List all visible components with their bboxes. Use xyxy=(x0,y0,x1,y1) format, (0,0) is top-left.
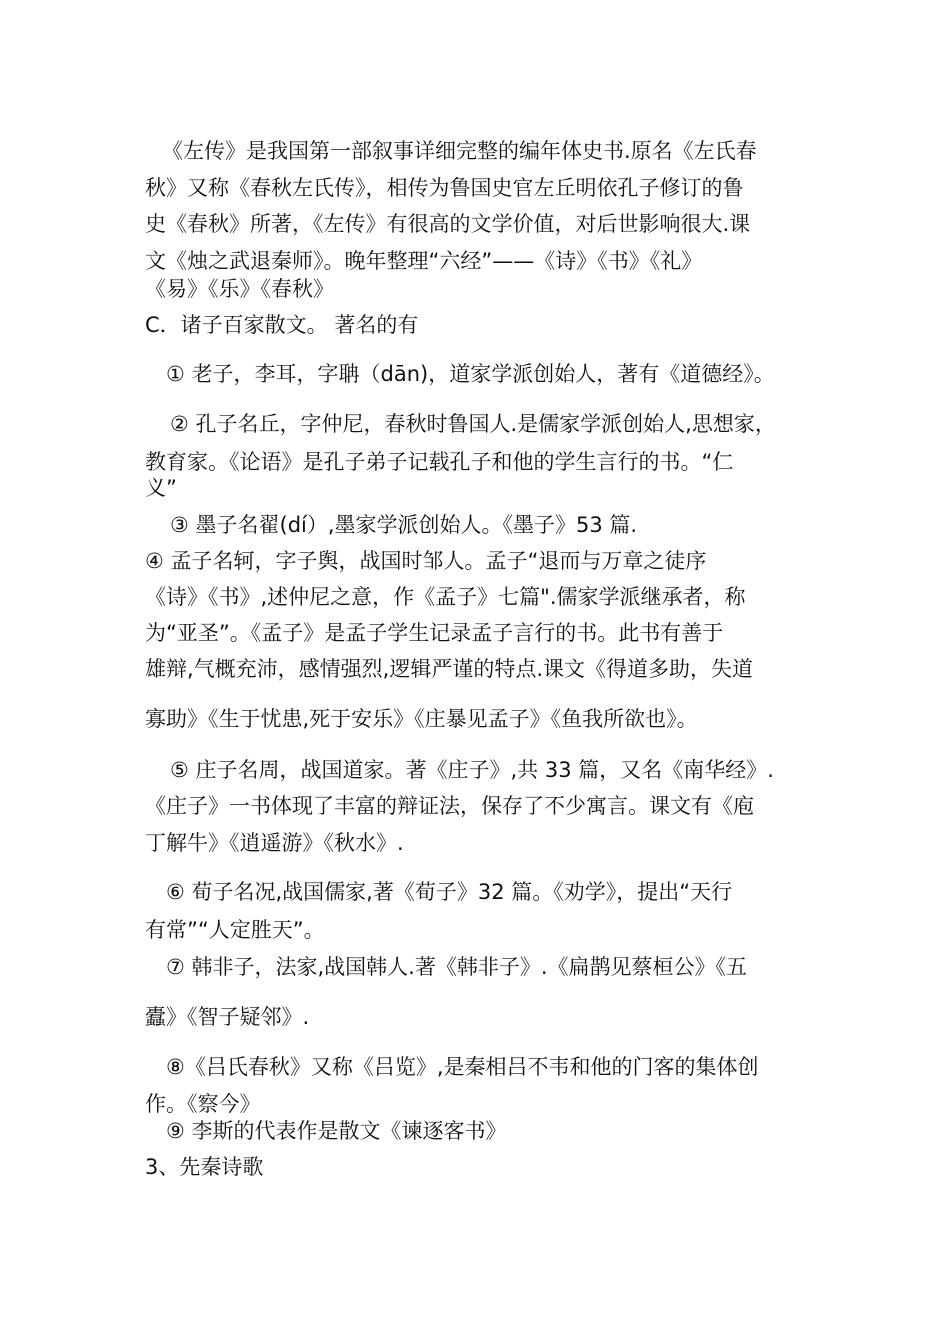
text-line: 《庄子》一书体现了丰富的辩证法，保存了不少寓言。课文有《庖 xyxy=(145,794,754,818)
text-line: ③ 墨子名翟(dí）,墨家学派创始人。《墨子》53 篇. xyxy=(170,513,638,537)
text-line: ⑦ 韩非子，法家,战国韩人.著《韩非子》.《扁鹊见蔡桓公》《五 xyxy=(166,955,748,979)
text-line: 教育家。《论语》是孔子弟子记载孔子和他的学生言行的书。“仁 xyxy=(145,450,734,474)
text-line: ⑧《吕氏春秋》又称《吕览》,是秦相吕不韦和他的门客的集体创 xyxy=(166,1055,759,1079)
text-line: ⑥ 荀子名况,战国儒家,著《荀子》32 篇。《劝学》，提出“天行 xyxy=(166,880,733,904)
section-heading: C．诸子百家散文。 著名的有 xyxy=(145,313,419,337)
text-line: 《诗》《书》,述仲尼之意，作《孟子》七篇".儒家学派继承者，称 xyxy=(145,585,746,609)
text-line: 文《烛之武退秦师》。晚年整理“六经”——《诗》《书》《礼》 xyxy=(145,249,703,273)
text-line: 《左传》是我国第一部叙事详细完整的编年体史书.原名《左氏春 xyxy=(162,139,757,163)
text-line: 秋》又称《春秋左氏传》，相传为鲁国史官左丘明依孔子修订的鲁 xyxy=(145,176,744,200)
text-line: ⑨ 李斯的代表作是散文《谏逐客书》 xyxy=(166,1119,507,1143)
text-line: ⑤ 庄子名周，战国道家。著《庄子》,共 33 篇，又名《南华经》. xyxy=(170,758,774,782)
text-line: 作。《察今》 xyxy=(145,1092,261,1116)
text-line: 《易》《乐》《春秋》 xyxy=(145,277,334,301)
text-line: 蠹》《智子疑邻》. xyxy=(145,1005,310,1029)
text-line: 为“亚圣”。《孟子》是孟子学生记录孟子言行的书。此书有善于 xyxy=(145,621,724,645)
text-line: ① 老子，李耳，字聃（dān)，道家学派创始人，著有《道德经》。 xyxy=(166,362,775,386)
text-line: 寡助》《生于忧患,死于安乐》《庄暴见孟子》《鱼我所欲也》。 xyxy=(145,707,698,731)
text-line: 丁解牛》《逍遥游》《秋水》. xyxy=(145,831,404,855)
text-line: ④ 孟子名轲，字子舆，战国时邹人。孟子“退而与万章之徒序 xyxy=(145,549,707,573)
text-line: 义” xyxy=(145,476,177,500)
text-line: 史《春秋》所著，《左传》有很高的文学价值，对后世影响很大.课 xyxy=(145,212,751,236)
text-line: 有常”“人定胜天”。 xyxy=(145,918,325,942)
text-line: 雄辩,气概充沛，感情强烈,逻辑严谨的特点.课文《得道多助，失道 xyxy=(145,657,754,681)
text-line: ② 孔子名丘，字仲尼，春秋时鲁国人.是儒家学派创始人,思想家， xyxy=(170,412,776,436)
section-heading: 3、先秦诗歌 xyxy=(145,1155,264,1179)
